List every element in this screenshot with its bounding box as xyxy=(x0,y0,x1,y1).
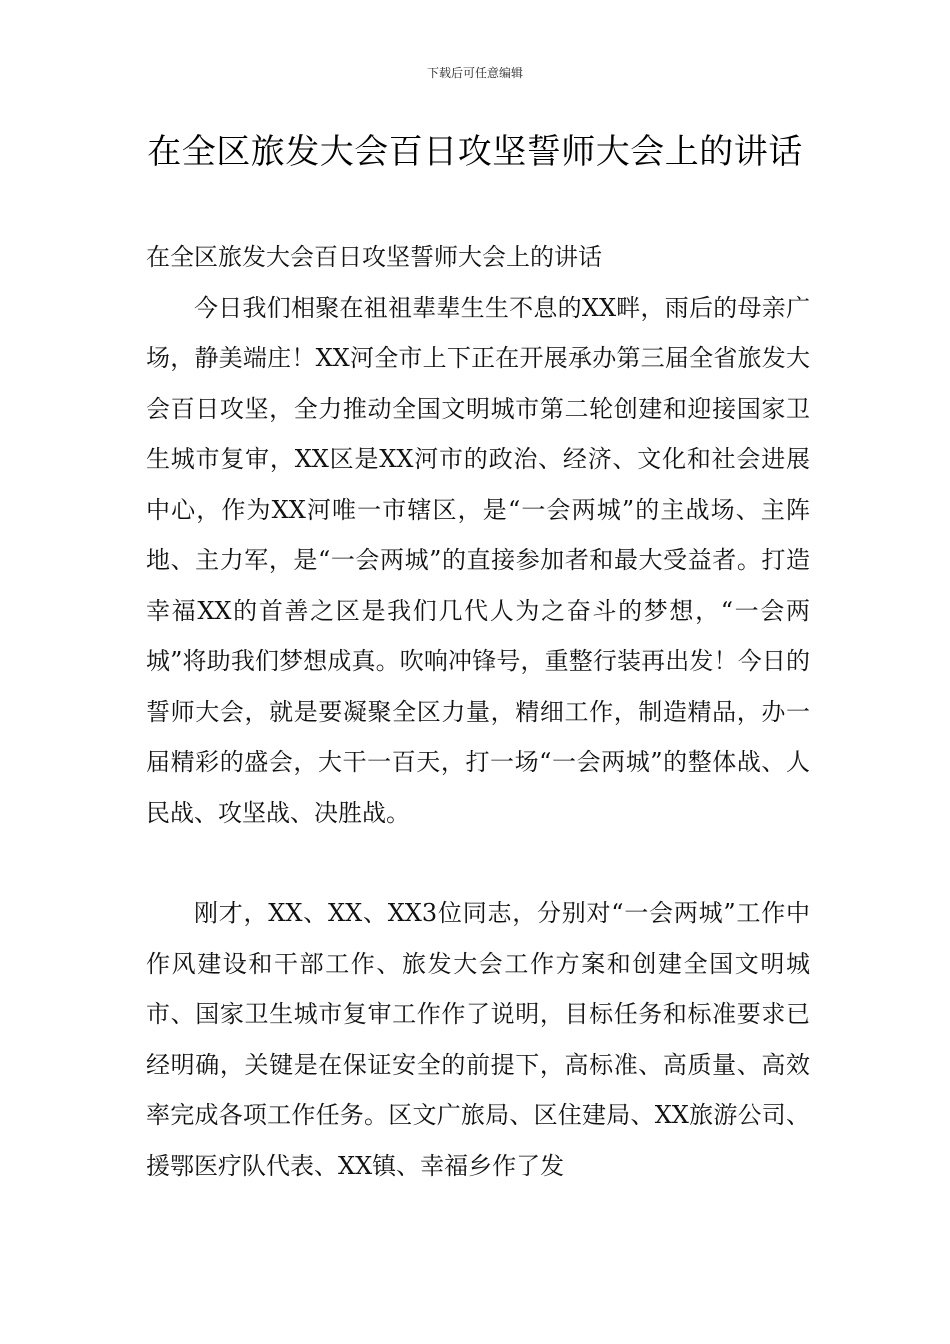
paragraph-1: 今日我们相聚在祖祖辈辈生生不息的XX畔，雨后的母亲广场，静美端庄！XX河全市上下正在开展承办第三届全省旅发大会百日攻坚，全力推动全国文明城市第二轮创建和迎接国家卫生城市复审，XX区是XX河市的政治、经济、文化和社会进展中心，作为XX河唯一市辖区，是“一会两城”的主战场、主阵地、主力军，是“一会两城”的直接参加者和最大受益者。打造幸福XX的首善之区是我们几代人为之奋斗的梦想，“一会两城”将助我们梦想成真。吹响冲锋号，重整行装再出发！今日的誓师大会，就是要凝聚全区力量，精细工作，制造精品，办一届精彩的盛会，大干一百天，打一场“一会两城”的整体战、人民战、攻坚战、决胜战。 xyxy=(146,293,810,827)
document-title: 在全区旅发大会百日攻坚誓师大会上的讲话 xyxy=(147,132,803,172)
paragraph-2: 刚才，XX、XX、XX3位同志，分别对“一会两城”工作中作风建设和干部工作、旅发大会工作方案和创建全国文明城市、国家卫生城市复审工作作了说明，目标任务和标准要求已经明确，关键是在保证安全的前提下，高标准、高质量、高效率完成各项工作任务。区文广旅局、区住建局、XX旅游公司、援鄂医疗队代表、XX镇、幸福乡作了发 xyxy=(146,899,810,1180)
document-subtitle: 在全区旅发大会百日攻坚誓师大会上的讲话 xyxy=(146,243,602,271)
paragraph-spacer xyxy=(146,838,810,888)
document-body xyxy=(146,232,810,1191)
header-note: 下载后可任意编辑 xyxy=(426,66,523,80)
